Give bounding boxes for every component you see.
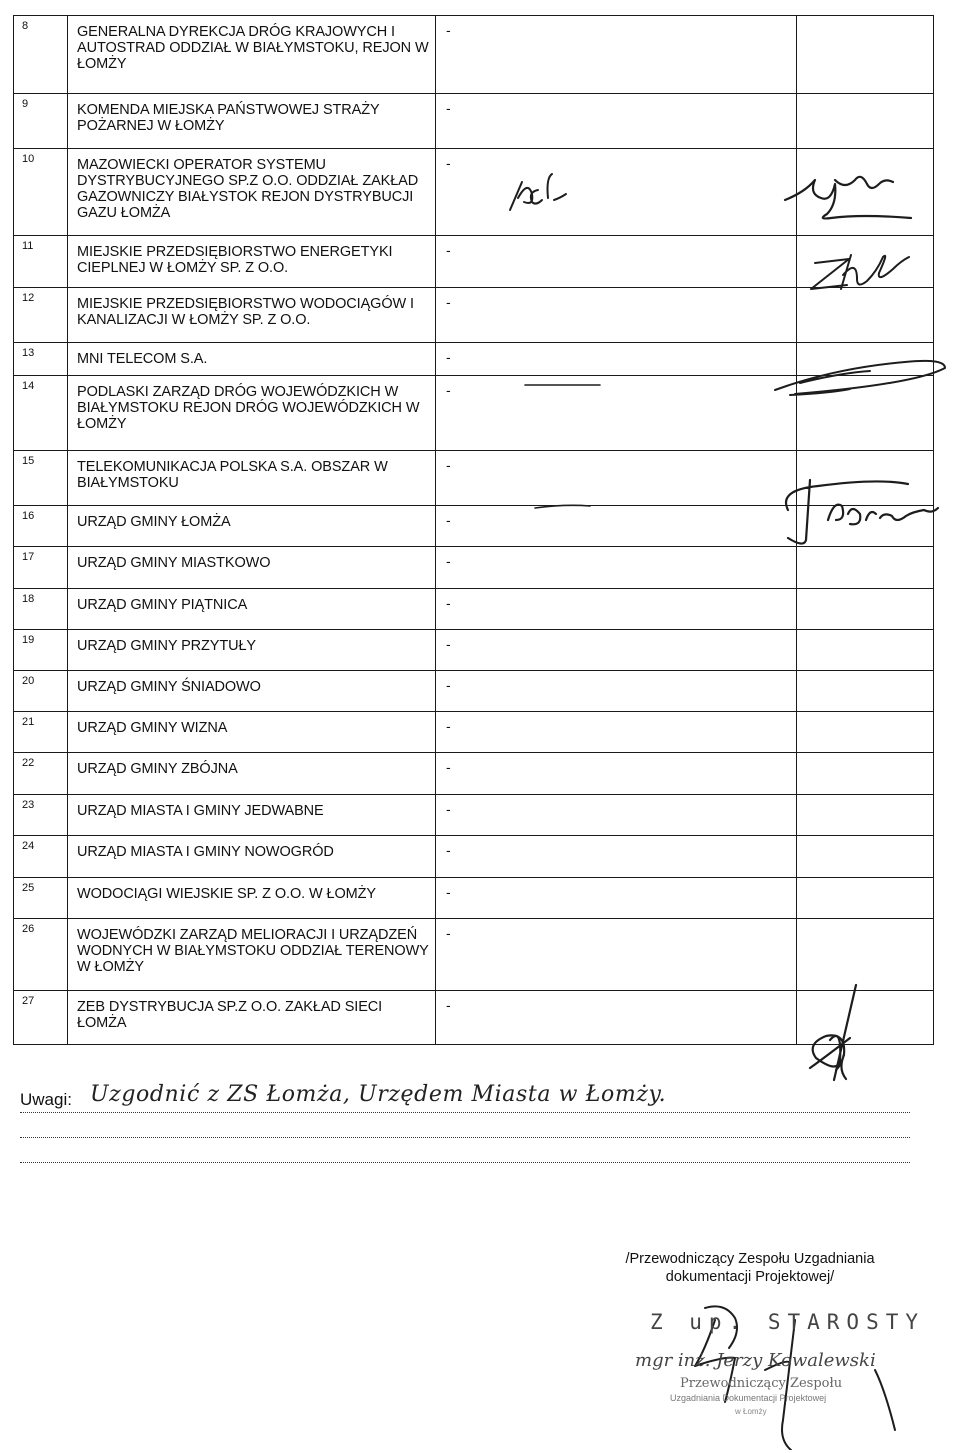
remark-cell: - [436,547,797,589]
agency-name: URZĄD GMINY PRZYTUŁY [68,630,436,671]
signature-cell [797,753,934,795]
agency-name: URZĄD GMINY PIĄTNICA [68,589,436,630]
agency-name: MIEJSKIE PRZEDSIĘBIORSTWO ENERGETYKI CIEPLNEJ W ŁOMŻY SP. Z O.O. [68,236,436,288]
row-number: 18 [14,589,68,630]
table-row [14,671,934,712]
signature-cell [797,795,934,836]
table-row [14,451,934,506]
table-row [14,236,934,288]
row-number: 20 [14,671,68,712]
agency-name: GENERALNA DYREKCJA DRÓG KRAJOWYCH I AUTOSTRAD ODDZIAŁ W BIAŁYMSTOKU, REJON W ŁOMŻY [68,16,436,94]
signature-cell [797,630,934,671]
row-number: 14 [14,376,68,451]
agency-name: MAZOWIECKI OPERATOR SYSTEMU DYSTRYBUCYJNEGO SP.Z O.O. ODDZIAŁ ZAKŁAD GAZOWNICZY BIAŁYSTOK REJON DYSTRYBUCJI GAZU ŁOMŻA [68,149,436,236]
signature-cell [797,878,934,919]
notes-line-2 [20,1113,910,1138]
agency-name: URZĄD GMINY MIASTKOWO [68,547,436,589]
row-number: 9 [14,94,68,149]
table-row [14,753,934,795]
agency-name: URZĄD MIASTA I GMINY NOWOGRÓD [68,836,436,878]
remark-cell: - [436,795,797,836]
remark-cell: - [436,149,797,236]
signature-cell [797,991,934,1045]
signature-cell [797,712,934,753]
table-row [14,343,934,376]
notes-section [20,1082,910,1163]
stamp-line-1: Z up. STAROSTY [650,1310,926,1334]
row-number: 10 [14,149,68,236]
row-number: 21 [14,712,68,753]
table-row [14,94,934,149]
notes-line-1 [20,1082,910,1113]
stamp-line-2: mgr inż. Jerzy Kowalewski [635,1350,876,1371]
agency-name: URZĄD MIASTA I GMINY JEDWABNE [68,795,436,836]
row-number: 13 [14,343,68,376]
signature-cell [797,236,934,288]
stamp-line-4: Uzgadniania Dokumentacji Projektowej [670,1393,827,1403]
stamp-line-3: Przewodniczący Zespołu [680,1376,843,1391]
remark-cell: - [436,991,797,1045]
table-row [14,288,934,343]
row-number: 23 [14,795,68,836]
signature-cell [797,343,934,376]
remark-cell: - [436,16,797,94]
signature-cell [797,671,934,712]
remark-cell: - [436,919,797,991]
remark-cell: - [436,712,797,753]
agency-name: WOJEWÓDZKI ZARZĄD MELIORACJI I URZĄDZEŃ WODNYCH W BIAŁYMSTOKU ODDZIAŁ TERENOWY W ŁOMŻY [68,919,436,991]
table-row [14,506,934,547]
table-row [14,376,934,451]
table-row [14,589,934,630]
agency-name: ZEB DYSTRYBUCJA SP.Z O.O. ZAKŁAD SIECI ŁOMŻA [68,991,436,1045]
signature-cell [797,288,934,343]
table-row [14,16,934,94]
row-number: 15 [14,451,68,506]
row-number: 24 [14,836,68,878]
table-row [14,795,934,836]
table-row [14,836,934,878]
notes-handwritten-text: Uzgodnić z ZS Łomża, Urzędem Miasta w Łomży. [90,1082,667,1107]
agency-name: WODOCIĄGI WIEJSKIE SP. Z O.O. W ŁOMŻY [68,878,436,919]
table-row [14,919,934,991]
remark-cell: - [436,94,797,149]
table-row [14,991,934,1045]
agency-name: MIEJSKIE PRZEDSIĘBIORSTWO WODOCIĄGÓW I KANALIZACJI W ŁOMŻY SP. Z O.O. [68,288,436,343]
row-number: 11 [14,236,68,288]
chairman-caption-line-2: dokumentacji Projektowej/ [665,1269,835,1285]
signature-cell [797,16,934,94]
row-number: 27 [14,991,68,1045]
signature-cell [797,547,934,589]
row-number: 16 [14,506,68,547]
remark-cell: - [436,878,797,919]
table-row [14,547,934,589]
remark-cell: - [436,451,797,506]
row-number: 22 [14,753,68,795]
signature-cell [797,451,934,506]
signature-cell [797,376,934,451]
agency-name: PODLASKI ZARZĄD DRÓG WOJEWÓDZKICH W BIAŁYMSTOKU REJON DRÓG WOJEWÓDZKICH W ŁOMŻY [68,376,436,451]
agency-name: URZĄD GMINY ZBÓJNA [68,753,436,795]
agency-table-body [14,16,934,1045]
remark-cell: - [436,836,797,878]
notes-line-3 [20,1138,910,1163]
row-number: 25 [14,878,68,919]
remark-cell: - [436,753,797,795]
agency-name: URZĄD GMINY ŁOMŻA [68,506,436,547]
remark-cell: - [436,236,797,288]
signature-cell [797,589,934,630]
signature-cell [797,94,934,149]
row-number: 12 [14,288,68,343]
chairman-caption [600,1250,900,1286]
remark-cell: - [436,589,797,630]
table-row [14,149,934,236]
stamp-line-5: w Łomży [735,1407,767,1416]
remark-cell: - [436,343,797,376]
remark-cell: - [436,376,797,451]
table-row [14,712,934,753]
row-number: 19 [14,630,68,671]
signature-cell [797,836,934,878]
agency-name: URZĄD GMINY ŚNIADOWO [68,671,436,712]
signature-cell [797,919,934,991]
agency-name: KOMENDA MIEJSKA PAŃSTWOWEJ STRAŻY POŻARNEJ W ŁOMŻY [68,94,436,149]
signature-cell [797,506,934,547]
row-number: 26 [14,919,68,991]
remark-cell: - [436,630,797,671]
remark-cell: - [436,671,797,712]
remark-cell: - [436,288,797,343]
agency-table [13,15,934,1045]
agency-name: MNI TELECOM S.A. [68,343,436,376]
agency-name: TELEKOMUNIKACJA POLSKA S.A. OBSZAR W BIAŁYMSTOKU [68,451,436,506]
signature-cell [797,149,934,236]
row-number: 8 [14,16,68,94]
notes-label: Uwagi: [20,1090,72,1109]
remark-cell: - [436,506,797,547]
table-row [14,630,934,671]
table-row [14,878,934,919]
row-number: 17 [14,547,68,589]
agency-name: URZĄD GMINY WIZNA [68,712,436,753]
chairman-caption-line-1: /Przewodniczący Zespołu Uzgadniania [625,1251,875,1267]
